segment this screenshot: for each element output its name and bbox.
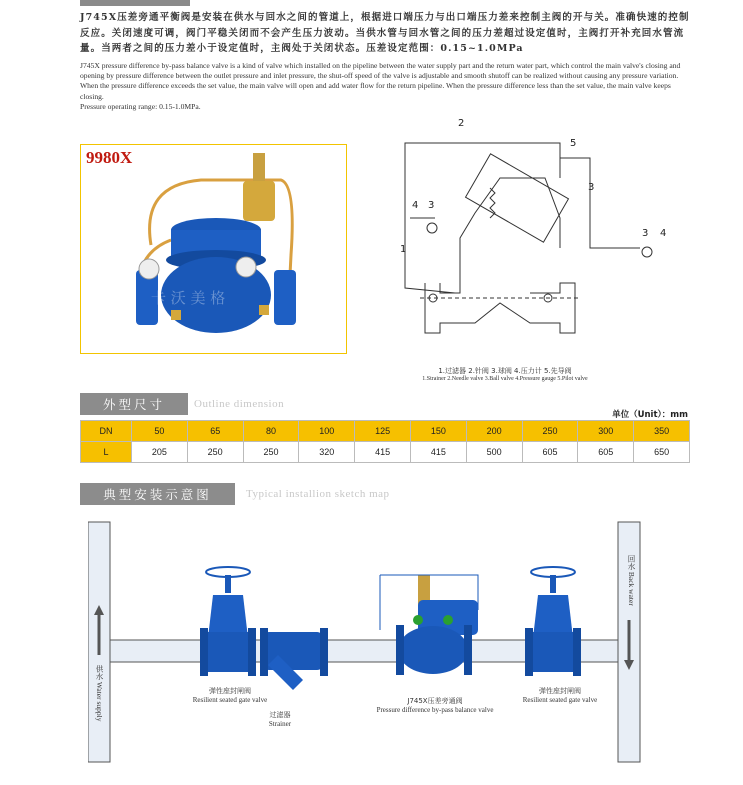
table-cell: 100 <box>299 421 355 442</box>
table-row-dn <box>81 421 690 442</box>
center-cn: J745X压差旁通阀 <box>407 697 463 705</box>
pilot-valve <box>243 181 275 221</box>
table-cell: 125 <box>355 421 411 442</box>
valve-photo <box>81 145 346 353</box>
body-upper-outline <box>440 178 560 293</box>
outline-title-en: Outline dimension <box>194 398 285 410</box>
pressure-range: Pressure operating range: 0.15-1.0MPa. <box>80 101 201 111</box>
label-3a: 3 <box>428 200 435 211</box>
flange-right <box>274 270 296 325</box>
table-cell: 300 <box>578 421 634 442</box>
fitting <box>259 305 269 315</box>
table-cell: 605 <box>522 442 578 463</box>
table-cell: 650 <box>634 442 690 463</box>
gate-left-caption <box>170 686 290 704</box>
pilot-line-right <box>560 158 640 248</box>
center-en: Pressure difference by-pass balance valve <box>376 706 494 714</box>
description-en-body: J745X pressure difference by-pass balance valve is a kind of valve which installed on the pipeline between the water supply part and the return water part, which control the main valve's closing and opening by pressure difference between the outlet pressure and inlet pressure, the shut-off speed of the valve is adjustable and smooth shutoff can be realized without causing any pressure variation. When the pressure difference exceeds the set value, the main valve will open and add water flow for the return pipeline. When the pressure difference less than the set value, the main valve keeps closing. <box>80 61 681 101</box>
table-cell: 250 <box>522 421 578 442</box>
diagram-legend-en: 1.Strainer 2.Needle valve 3.Ball valve 4.Pressure gauge 5.Pilot valve <box>422 376 588 382</box>
label-3c: 3 <box>642 228 649 239</box>
table-cell: 250 <box>243 442 299 463</box>
spring <box>490 188 495 218</box>
row-header: DN <box>81 421 132 442</box>
product-photo-frame <box>80 144 347 354</box>
gate-left-en: Resilient seated gate valve <box>192 696 268 704</box>
outline-title-bar: 外型尺寸 <box>80 393 188 415</box>
table-cell: 205 <box>132 442 188 463</box>
gauge-4-left <box>427 223 437 233</box>
gate-valve-left <box>200 567 256 676</box>
pressure-gauge-right <box>236 257 256 277</box>
top-accent-bar <box>80 0 190 6</box>
table-cell: 250 <box>187 442 243 463</box>
strainer-caption <box>245 710 315 728</box>
strainer-en: Strainer <box>268 720 292 728</box>
label-1: 1 <box>400 244 407 255</box>
gate-right-cn: 弹性座封闸阀 <box>539 687 581 695</box>
row-header: L <box>81 442 132 463</box>
diagram-legend-cn: 1.过滤器 2.针阀 3.球阀 4.压力计 5.先导阀 <box>438 367 572 375</box>
pilot-line-left <box>405 258 455 293</box>
table-cell: 605 <box>578 442 634 463</box>
install-sketch <box>88 520 658 765</box>
table-cell: 320 <box>299 442 355 463</box>
label-3b: 3 <box>588 182 595 193</box>
gate-valve-right <box>525 567 581 676</box>
gate-right-caption <box>500 686 620 704</box>
model-number: 9980X <box>86 148 133 167</box>
arrow-up-shaft <box>98 615 101 655</box>
table-cell: 350 <box>634 421 690 442</box>
label-4b: 4 <box>660 228 667 239</box>
pilot-stem <box>253 153 265 183</box>
back-water-label: 回水 Back water <box>627 555 636 606</box>
table-cell: 500 <box>466 442 522 463</box>
arrow-down-shaft <box>628 620 631 660</box>
table-row-l <box>81 442 690 463</box>
schematic-diagram <box>380 118 690 363</box>
strainer <box>260 628 328 690</box>
table-cell: 80 <box>243 421 299 442</box>
water-supply-label: 供水 Water supply <box>95 665 104 722</box>
fitting <box>171 310 181 320</box>
gate-right-en: Resilient seated gate valve <box>522 696 598 704</box>
center-caption <box>355 696 515 714</box>
gate-left-cn: 弹性座封闸阀 <box>209 687 251 695</box>
install-title-bar: 典型安装示意图 <box>80 483 235 505</box>
body-outline <box>425 283 575 333</box>
unit-label: 单位（Unit）：mm <box>612 410 688 420</box>
strainer-cn: 过滤器 <box>269 711 291 719</box>
label-2: 2 <box>458 118 465 129</box>
gauge-4-right <box>642 247 652 257</box>
description-cn: J745X压差旁通平衡阀是安装在供水与回水之间的管道上，根据进口端压力与出口端压力差来控制主阀的开与关。准确快速的控制反应。关闭速度可调，阀门平稳关闭而不会产生压力波动。当供水管与回水管之间的压力差超过设定值时，主阀打开补充回水管流量。当两者之间的压力差小于设定值时，主阀处于关闭状态。压差设定范围：0.15~1.0MPa <box>80 12 690 54</box>
label-5: 5 <box>570 138 577 149</box>
table-cell: 50 <box>132 421 188 442</box>
table-cell: 415 <box>355 442 411 463</box>
label-4a: 4 <box>412 200 419 211</box>
table-cell: 65 <box>187 421 243 442</box>
description-en <box>80 61 690 112</box>
table-cell: 415 <box>410 442 466 463</box>
table-cell: 150 <box>410 421 466 442</box>
table-cell: 200 <box>466 421 522 442</box>
install-title-en: Typical installion sketch map <box>246 488 390 500</box>
dimension-table <box>80 420 690 463</box>
pressure-gauge-left <box>139 259 159 279</box>
photo-watermark: 卡 沃 美 格 <box>151 289 226 307</box>
